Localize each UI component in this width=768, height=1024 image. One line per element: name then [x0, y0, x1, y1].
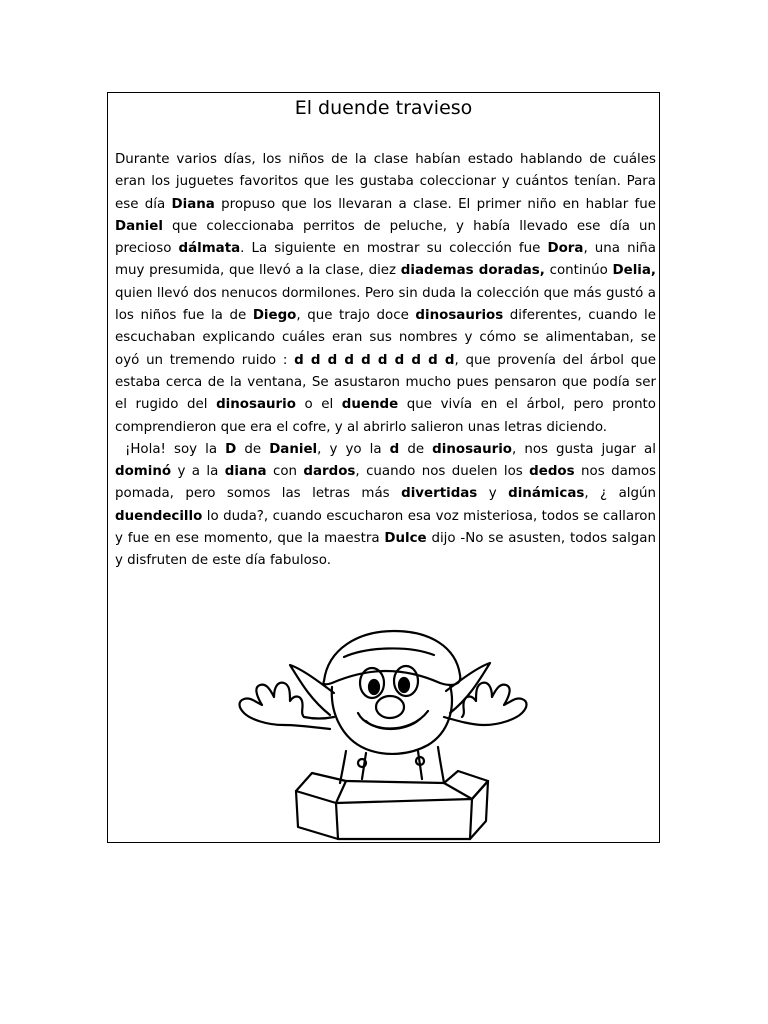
bold-word: dinosaurio [216, 397, 296, 413]
text-run: , que trajo doce [296, 308, 416, 324]
bold-word: Dulce [384, 531, 427, 547]
bold-word: Diana [171, 196, 215, 212]
bold-word: dominó [115, 464, 172, 480]
text-run: diferentes, cuando le escuchaban explicando cuáles eran sus nombres y cómo se alimentaban, se oyó un tremendo ruido : [115, 308, 657, 368]
text-run: Durante varios días, los niños de la clase habían estado hablando de cuáles eran los juguetes favoritos que les gustaba coleccionar y cuántos tenían. Para ese día [115, 152, 656, 212]
text-run: lo duda?, cuando escucharon esa voz misteriosa, todos se callaron y fue en ese momento, que la maestra [115, 508, 656, 547]
text-run: y [477, 486, 509, 502]
text-run: continúo [544, 263, 613, 279]
elf-in-box-icon [226, 621, 542, 841]
text-run: de [236, 441, 270, 457]
text-run: con [266, 464, 304, 480]
text-run: propuso que los llevaran a clase. El primer niño en hablar fue [214, 196, 656, 212]
text-run: que coleccionaba perritos de peluche, y había llevado ese día un precioso [115, 218, 656, 257]
bold-word: dardos [303, 464, 356, 480]
text-run: , que provenía del árbol que estaba cerca de la ventana, Se asustaron mucho pues pensaron que podía ser el rugido del [115, 352, 656, 413]
bold-word: Delia, [612, 263, 657, 279]
bold-word: Daniel [269, 441, 318, 457]
bold-word: d d d d d d d d d d [294, 352, 455, 368]
text-run: quien llevó dos nenucos dormilones. Pero sin duda la colección que más gustó a los niños fue la de [115, 285, 656, 324]
text-run: , nos gusta jugar al [512, 441, 656, 457]
bold-word: dálmata [178, 241, 241, 257]
bold-word: diana [224, 464, 267, 480]
bold-word: duendecillo [115, 508, 203, 524]
bold-word: dinosaurios [415, 308, 504, 324]
story-title: El duende travieso [294, 97, 473, 119]
bold-word: divertidas [401, 486, 478, 502]
bold-word: diademas doradas, [400, 263, 545, 279]
bold-word: Diego [252, 308, 297, 324]
text-run: , y yo la [317, 441, 390, 457]
bold-word: Daniel [115, 218, 163, 234]
worksheet-frame [107, 92, 660, 843]
text-run: , una niña muy presumida, que llevó a la clase, diez [115, 241, 656, 279]
text-run: ¡Hola! soy la [125, 441, 226, 457]
bold-word: dinosaurio [432, 441, 512, 457]
text-run: y a la [171, 464, 225, 480]
text-run: , cuando nos duelen los [355, 464, 530, 480]
text-run: de [399, 441, 433, 457]
bold-word: duende [341, 397, 399, 413]
text-run: . La siguiente en mostrar su colección fue [240, 241, 548, 257]
story-text [115, 149, 656, 573]
bold-word: dedos [529, 464, 575, 480]
text-run: , ¿ algún [584, 486, 656, 502]
bold-word: D [225, 441, 237, 457]
bold-word: d [389, 441, 400, 457]
text-run: o el [295, 397, 342, 413]
text-run: dijo -No se asusten, todos salgan y disfruten de este día fabuloso. [115, 531, 656, 569]
text-run: que vivía en el árbol, pero pronto comprendieron que era el cofre, y al abrirlo salieron unas letras diciendo. [115, 397, 657, 435]
story-paragraph-2 [115, 439, 656, 573]
bold-word: dinámicas [508, 486, 585, 502]
story-paragraph-1 [115, 149, 656, 439]
bold-word: Dora [547, 241, 584, 257]
text-run: nos damos pomada, pero somos las letras más [115, 464, 657, 502]
